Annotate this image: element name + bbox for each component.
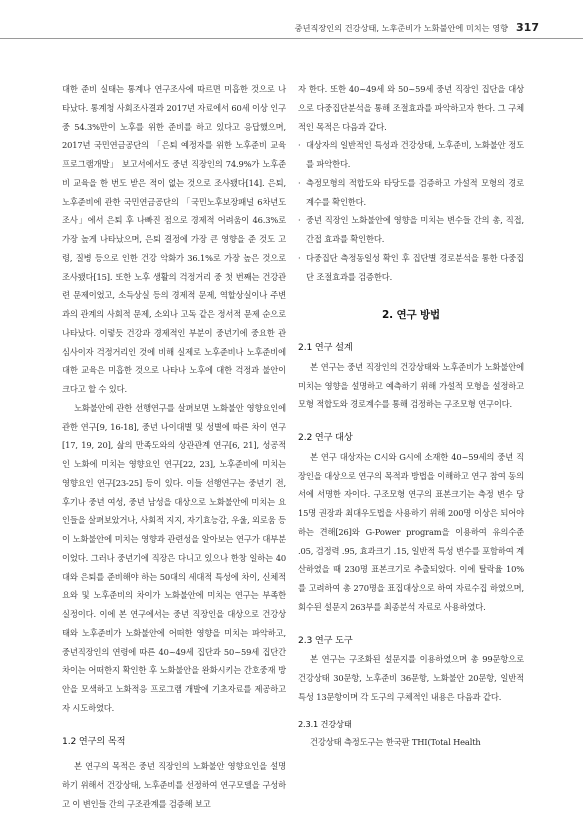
section-heading-2-3-1: 2.3.1 건강상태: [298, 718, 352, 729]
bullet-mark: ·: [298, 215, 301, 226]
section-heading-1-2: 1.2 연구의 목적: [62, 735, 126, 747]
objectives-list: [298, 136, 524, 286]
running-header: [295, 21, 539, 34]
running-title: 중년직장인의 건강상태, 노후준비가 노화불안에 미치는 영향: [294, 23, 509, 33]
paragraph: 본 연구는 구조화된 설문지를 이용하였으며 총 99문항으로 건강상태 30문항, 노후준비 36문항, 노화불안 20문항, 일반적 특성 13문항이며 각 도구의 구체적인 내용은 다음과 같다.: [298, 654, 524, 702]
section-heading-2-3: 2.3 연구 도구: [298, 634, 353, 646]
left-column: [62, 80, 286, 814]
section-heading-2-1: 2.1 연구 설계: [298, 342, 353, 353]
page-number: 317: [516, 21, 539, 34]
bullet-mark: ·: [298, 177, 301, 188]
paragraph: 본 연구는 중년 직장인의 건강상태와 노후준비가 노화불안에 미치는 영향을 설명하고 예측하기 위해 가설적 모형을 설정하고 모형 적합도와 경로계수를 통해 검정하는 구조모형 연구이다.: [298, 361, 524, 410]
paragraph: 노화불안에 관한 선행연구를 살펴보면 노화불안 영향요인에 관한 연구[9, 16-18], 중년 나이대별 및 성별에 따른 차이 연구[17, 19, 20], 삶의 만족도와의 상관관계 연구[6, 21], 성공적인 노화에 미치는 영향요인 연구[22, 23], 노후준비에 미치는 영향요인 연구[23-25] 등이 있다. 이들 선행연구는 중년기 전, 후기나 중년 여성, 중년 남성을 대상으로 노화불안에 미치는 요인들을 살펴보았거나, 사회적 지지, 자기효능감, 우울, 외로움 등이 노화불안에 미치는 영향과 관련성을 알아보는 연구가 대부분이었다. 그러나 중년기에 직장은 다니고 있으나 한창 일하는 40대와 은퇴를 준비해야 하는 50대의 세대적 특성에 차이, 신체적 요와 및 노후준비의 차이가 노화불안에 미치는 연구는 부족한 실정이다. 이에 본 연구에서는 중년 직장인을 대상으로 건강상태와 노후준비가 노화불안에 어떠한 영향을 미치는 파악하고, 중년직장인의 연령에 따른 40~49세 집단과 50~59세 집단간 차이는 어떠한지 확인한 후 노화불안을 완화시키는 간호중재 방안을 모색하고 노화적응 프로그램 개발에 기초자료를 제공하고자 시도하였다.: [62, 402, 286, 713]
list-item-text: 대상자의 일반적인 특성과 건강상태, 노후준비, 노화불안 정도를 파악한다.: [306, 140, 524, 169]
list-item: [298, 249, 524, 287]
bullet-mark: ·: [298, 252, 301, 263]
paragraph: 본 연구 대상자는 C시와 G시에 소재한 40~59세의 중년 직장인을 대상으로 연구의 목적과 방법을 이해하고 연구 참여 동의서에 서명한 자이다. 구조모형 연구의 표본크기는 측정 변수 당 15명 권장과 최대우도법을 사용하기 위해 200명 이상은 되어야 하는 견해[26]와 G-Power program을 이용하여 유의수준 .05, 검정력 .95, 효과크기 .15, 일반적 특성 변수를 포함하여 계산하였을 때 230명 표본크기로 추출되었다. 이에 탈락율 10%를 고려하여 총 270명을 표집대상으로 하여 자료수집 하였으며, 회수된 설문지 263부를 최종분석 자료로 사용하였다.: [298, 451, 524, 612]
bullet-mark: ·: [298, 140, 301, 151]
section-heading-2-2: 2.2 연구 대상: [298, 432, 353, 443]
list-item-text: 측정모형의 적합도와 타당도를 검증하고 가설적 모형의 경로계수를 확인한다.: [306, 177, 524, 207]
list-item: [298, 136, 524, 174]
paragraph: 건강상태 측정도구는 한국판 THI(Total Health: [310, 737, 481, 748]
list-item: [298, 174, 524, 212]
section-heading-2: 2. 연구 방법: [382, 309, 440, 322]
right-column: [298, 80, 524, 752]
paragraph: 본 연구의 목적은 중년 직장인의 노화불안 영향요인을 설명하기 위해서 건강상태, 노후준비를 선정하여 연구모델을 구성하고 이 변인들 간의 구조관계를 검증해 보고: [62, 761, 286, 809]
list-item: [298, 211, 524, 249]
list-item-text: 중년 직장인 노화불안에 영향을 미치는 변수들 간의 총, 직접, 간접 효과를 확인한다.: [306, 215, 524, 244]
list-item-text: 다중집단 측정동일성 확인 후 집단별 경로분석을 통한 다중집단 조절효과를 검증한다.: [306, 252, 524, 282]
paragraph: 자 한다. 또한 40~49세 와 50~59세 중년 직장인 집단을 대상으로 다중집단분석을 통해 조절효과를 파악하고자 한다. 그 구체적인 목적은 다음과 같다.: [298, 84, 524, 132]
header-rule: [0, 38, 583, 39]
paragraph: 대한 준비 실태는 통계나 연구조사에 따르면 미흡한 것으로 나타났다. 통계청 사회조사결과 2017년 자료에서 60세 이상 인구 중 54.3%만이 노후를 위한 준비를 하고 있다고 응답했으며, 2017년 국민연금공단의 「은퇴 예정자를 위한 노후준비 교육프로그램개발」 보고서에서도 중년 직장인의 74.9%가 노후준비 교육을 한 번도 받은 적이 없는 것으로 조사됐다[14]. 은퇴, 노후준비에 관한 국민연금공단의 「국민노후보장패널 6차년도 조사」에서 은퇴 후 나빠진 점으로 경제적 어려움이 46.3%로 가장 높게 나타났으며, 은퇴 결정에 가장 큰 영향을 준 것도 고령, 질병 등으로 인한 건강 악화가 36.1%로 가장 높은 것으로 조사됐다[15]. 또한 노후 생활의 걱정거리 중 첫 번째는 건강관련 문제이었고, 소득상실 등의 경제적 문제, 역할상실이나 주변과의 관계의 사회적 문제, 소외나 고독 같은 정서적 문제 순으로 나타났다. 이렇듯 건강과 경제적인 부분이 중년기에 중요한 관심사이자 걱정거리인 것에 비해 실제로 노후준비나 노후준비에 대한 교육은 미흡한 것으로 나타나 노후에 대한 걱정과 불안이 크다고 할 수 있다.: [62, 84, 286, 394]
